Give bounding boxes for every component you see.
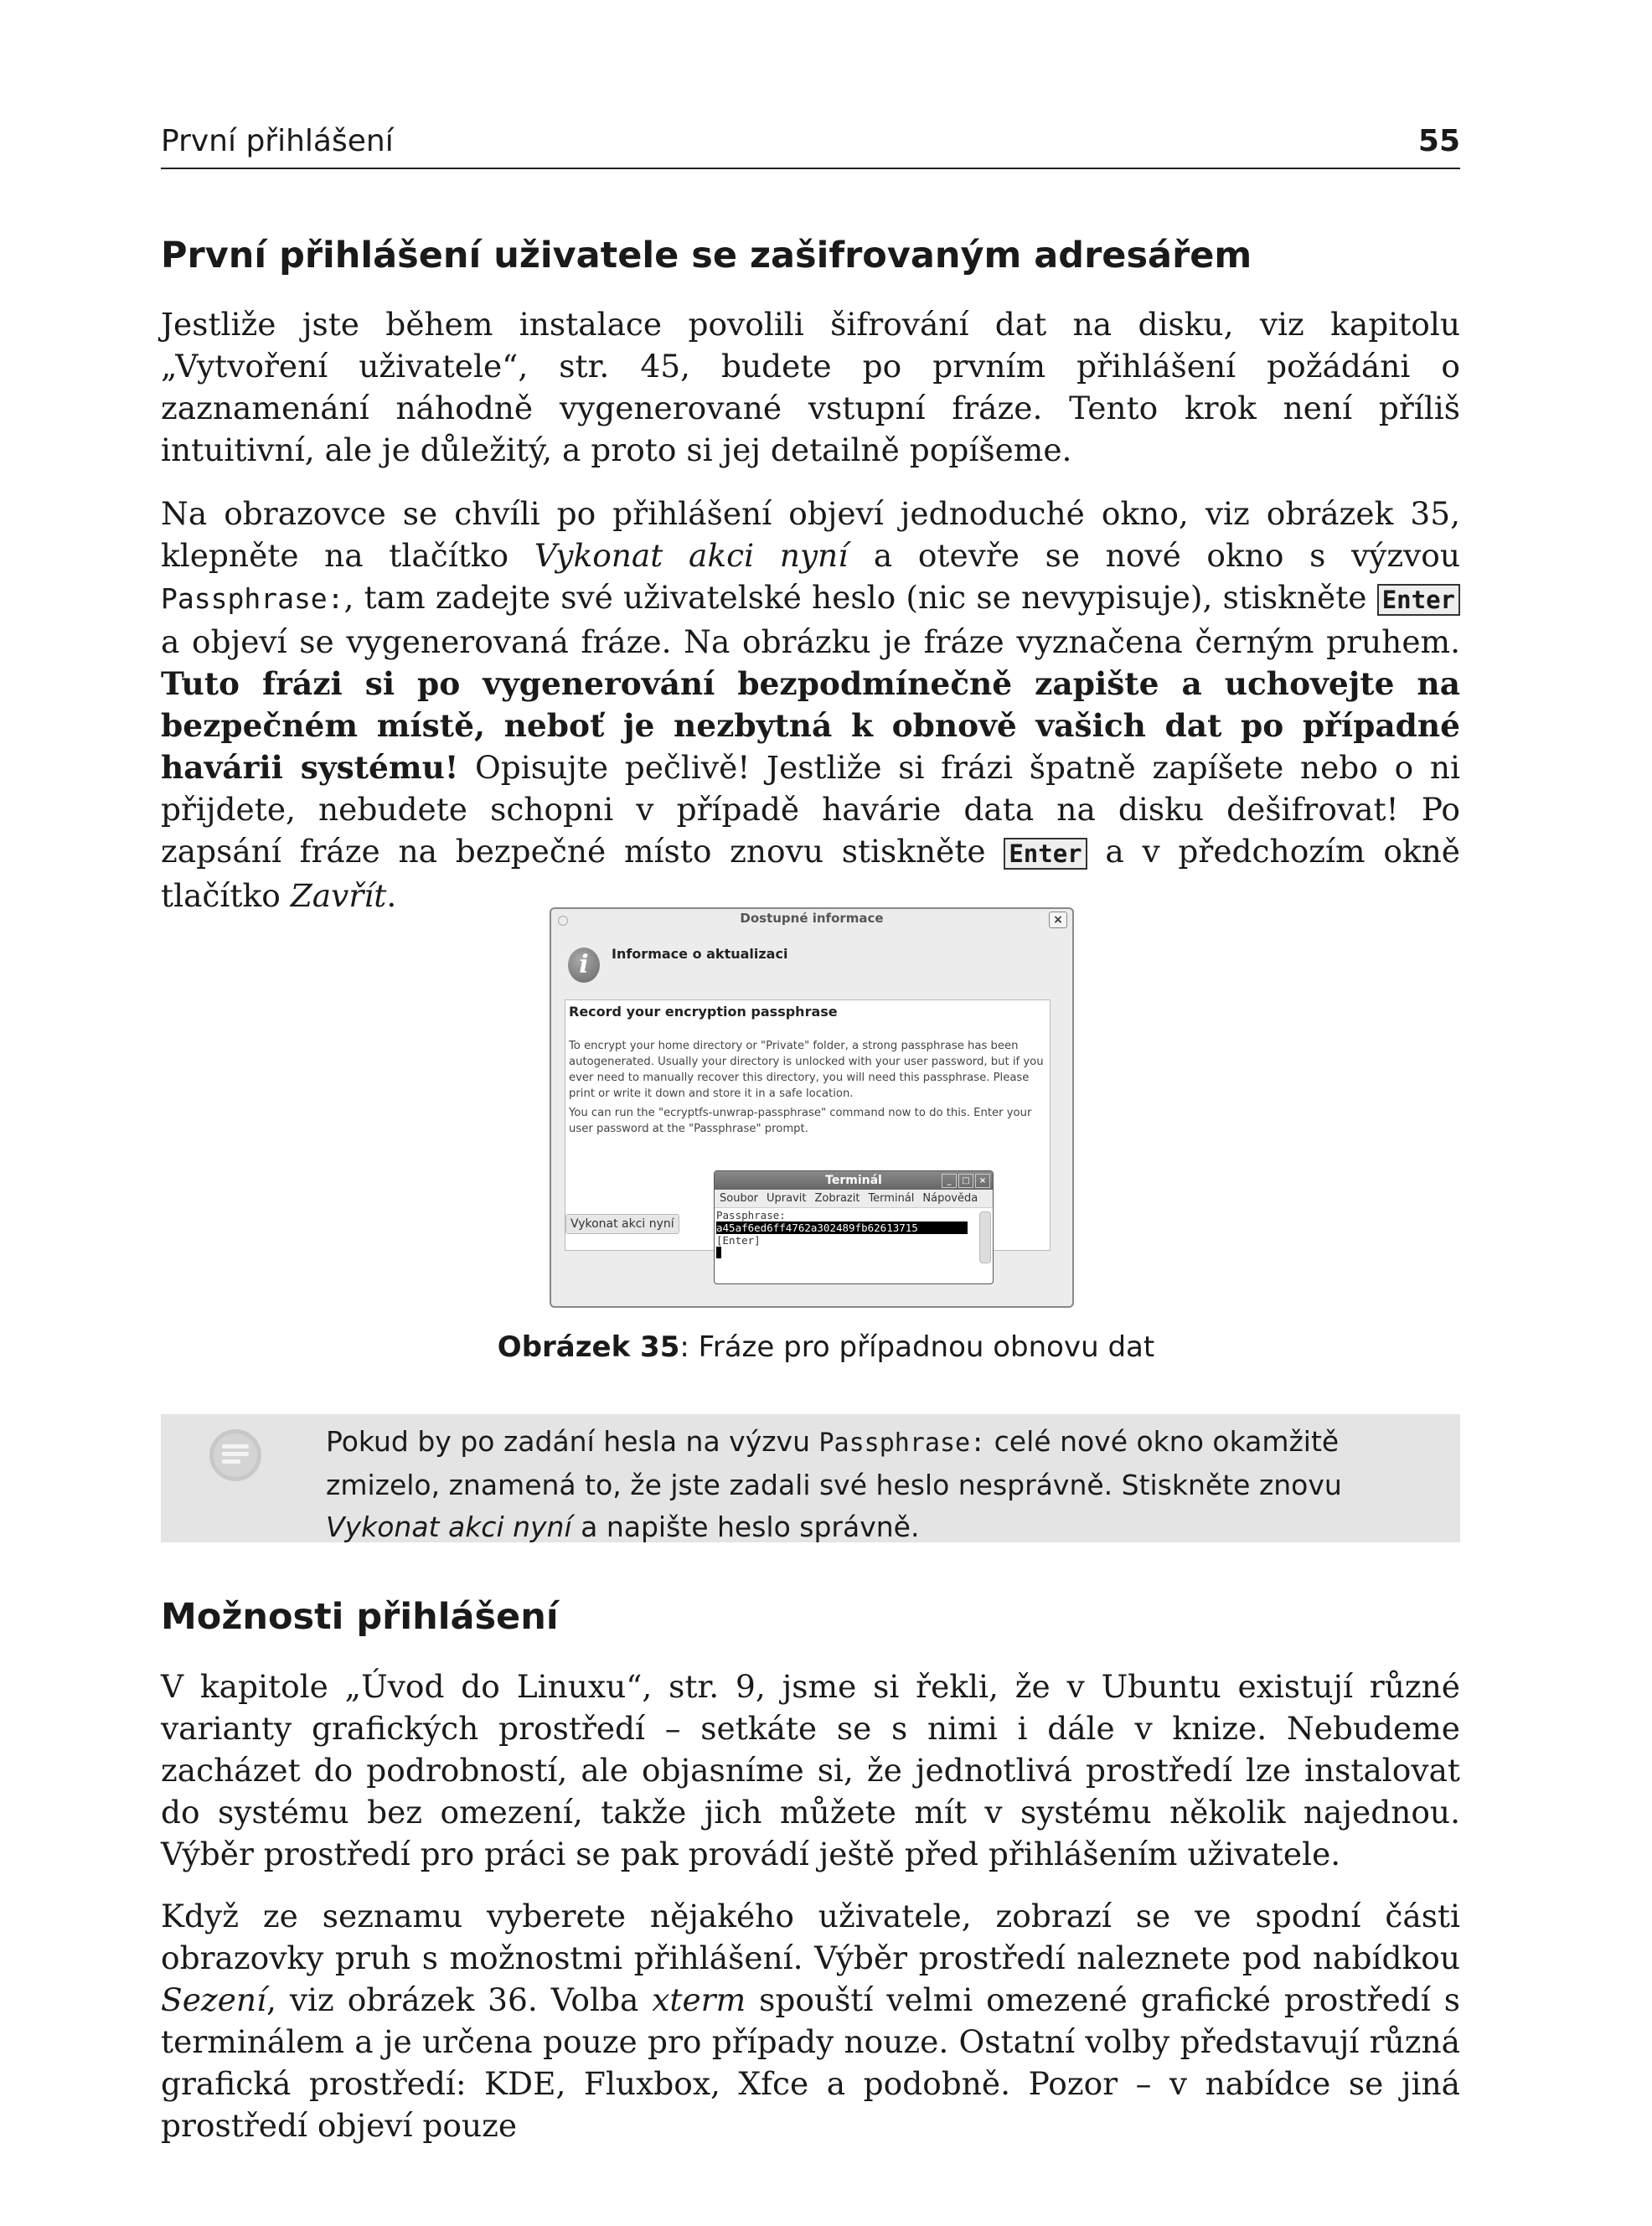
running-header bbox=[161, 124, 1460, 169]
enter-line: [Enter] bbox=[716, 1234, 761, 1247]
text: a objeví se vygenerovaná fráze. Na obrázku je fráze vyznačena černým pruhem. bbox=[161, 623, 1460, 660]
message-title: Record your encryption passphrase bbox=[569, 1004, 838, 1020]
paragraph bbox=[161, 493, 1460, 917]
code-text: Passphrase: bbox=[161, 582, 344, 615]
menu-upravit[interactable]: Upravit bbox=[767, 1192, 807, 1205]
close-icon[interactable]: × bbox=[975, 1174, 990, 1188]
paragraph bbox=[161, 1895, 1460, 2146]
terminal-title: Terminál bbox=[825, 1174, 882, 1187]
text: . bbox=[386, 877, 397, 914]
cursor bbox=[716, 1247, 721, 1258]
italic-text: Zavřít bbox=[290, 877, 387, 914]
note-box bbox=[161, 1414, 1460, 1542]
dialog-heading: Informace o aktualizaci bbox=[612, 946, 788, 962]
screenshot-figure bbox=[550, 907, 1074, 1308]
text: Na obrazovce se chvíli po přihlášení objeví jednoduché okno, viz obrázek 35, klepněte na tlačítko bbox=[161, 495, 1460, 574]
info-icon: i bbox=[568, 948, 600, 983]
key-enter: Enter bbox=[1377, 584, 1460, 616]
italic-text: Vykonat akci nyní bbox=[326, 1511, 572, 1543]
window-title: Dostupné informace bbox=[740, 911, 884, 926]
terminal-output bbox=[715, 1208, 993, 1262]
note-icon bbox=[209, 1429, 261, 1481]
key-enter: Enter bbox=[1004, 838, 1087, 870]
text: Opisujte pečlivě! Jestliže si frázi špatně zapíšete nebo o ni přijdete, nebudete schopni v případě havárie data na disku dešifrovat! Po zapsání fráze na bezpečné místo znovu stiskněte bbox=[161, 749, 1460, 870]
text: a v předchozím okně tlačítko bbox=[161, 833, 1460, 914]
close-button[interactable]: × bbox=[1049, 912, 1067, 928]
scrollbar[interactable] bbox=[979, 1211, 991, 1263]
section-heading: První přihlášení uživatele se zašifrovaným adresářem bbox=[161, 235, 1252, 276]
italic-text: Sezení bbox=[161, 1981, 266, 2018]
note-text bbox=[326, 1421, 1440, 1548]
minimize-icon[interactable]: _ bbox=[942, 1174, 957, 1188]
paragraph: V kapitole „Úvod do Linuxu“, str. 9, jsme si řekli, že v Ubuntu existují různé varianty grafických prostředí – setkáte se s nimi i dále v knize. Nebudeme zacházet do podrobností, ale objasníme si, že jednotlivá prostředí lze instalovat do systému bez omezení, takže jich můžete mít v systému několik najednou. Výběr prostředí pro práci se pak provádí ještě před přihlášením uživatele. bbox=[161, 1668, 1460, 1872]
menu-napoveda[interactable]: Nápověda bbox=[922, 1192, 978, 1205]
caption-label: Obrázek 35 bbox=[497, 1330, 680, 1364]
page-number: 55 bbox=[1417, 124, 1460, 158]
maximize-icon[interactable]: □ bbox=[958, 1174, 973, 1188]
prompt-line: Passphrase: bbox=[716, 1209, 786, 1221]
passphrase-line: a45af6ed6ff4762a302489fb62613715 bbox=[716, 1221, 968, 1234]
menu-zobrazit[interactable]: Zobrazit bbox=[814, 1192, 860, 1205]
message-text: You can run the "ecryptfs-unwrap-passphrase" command now to do this. Enter your user password at the "Passphrase" prompt. bbox=[569, 1107, 1032, 1135]
italic-text: xterm bbox=[652, 1981, 746, 2018]
code-text: Passphrase: bbox=[818, 1428, 986, 1458]
message-text: To encrypt your home directory or "Private" folder, a strong passphrase has been autogenerated. Usually your directory is unlocked with your user password, but if you ever need to manually recover this directory, you will need this passphrase. Please print or write it down and store it in a safe location. bbox=[569, 1040, 1044, 1100]
caption-text: : Fráze pro případnou obnovu dat bbox=[679, 1330, 1155, 1364]
text: celé nové okno okamžitě zmizelo, znamená to, že jste zadali své heslo nesprávně. Stiskněte znovu bbox=[326, 1425, 1342, 1501]
terminal-window bbox=[714, 1170, 994, 1284]
paragraph: Jestliže jste během instalace povolili šifrování dat na disku, viz kapitolu „Vytvoření uživatele“, str. 45, budete po prvním přihlášení požádáni o zaznamenání náhodně vygenerované vstupní fráze. Tento krok není příliš intuitivní, ale je důležitý, a proto si jej detailně popíšeme. bbox=[161, 306, 1460, 468]
figure-caption bbox=[0, 1330, 1652, 1364]
section-heading: Možnosti přihlášení bbox=[161, 1596, 559, 1638]
text: , viz obrázek 36. Volba bbox=[266, 1981, 653, 2018]
text: , tam zadejte své uživatelské heslo (nic se nevypisuje), stiskněte bbox=[343, 579, 1377, 616]
bold-text: Tuto frázi si po vygenerování bezpodmínečně zapište a uchovejte na bezpečném místě, neboť je nezbytná k obnově vašich dat po případné havárii systému! bbox=[161, 665, 1460, 786]
text: a otevře se nové okno s výzvou bbox=[848, 537, 1461, 574]
text: spouští velmi omezené grafické prostředí s terminálem a je určena pouze pro případy nouze. Ostatní volby představují různá grafická prostředí: KDE, Fluxbox, Xfce a podobně. Pozor – v nabídce se jiná prostředí objeví pouze bbox=[161, 1981, 1460, 2144]
menu-terminal[interactable]: Terminál bbox=[868, 1192, 915, 1205]
menu-soubor[interactable]: Soubor bbox=[720, 1192, 758, 1205]
text: Když ze seznamu vyberete nějakého uživatele, zobrazí se ve spodní části obrazovky pruh s možnostmi přihlášení. Výběr prostředí naleznete pod nabídkou bbox=[161, 1898, 1460, 1976]
italic-text: Vykonat akci nyní bbox=[534, 537, 849, 574]
text: a napište heslo správně. bbox=[571, 1511, 920, 1543]
text: Pokud by po zadání hesla na výzvu bbox=[326, 1425, 819, 1458]
terminal-titlebar bbox=[715, 1171, 993, 1190]
terminal-menubar bbox=[715, 1190, 993, 1208]
running-title: První přihlášení bbox=[161, 124, 394, 158]
run-action-button[interactable]: Vykonat akci nyní bbox=[565, 1214, 679, 1234]
